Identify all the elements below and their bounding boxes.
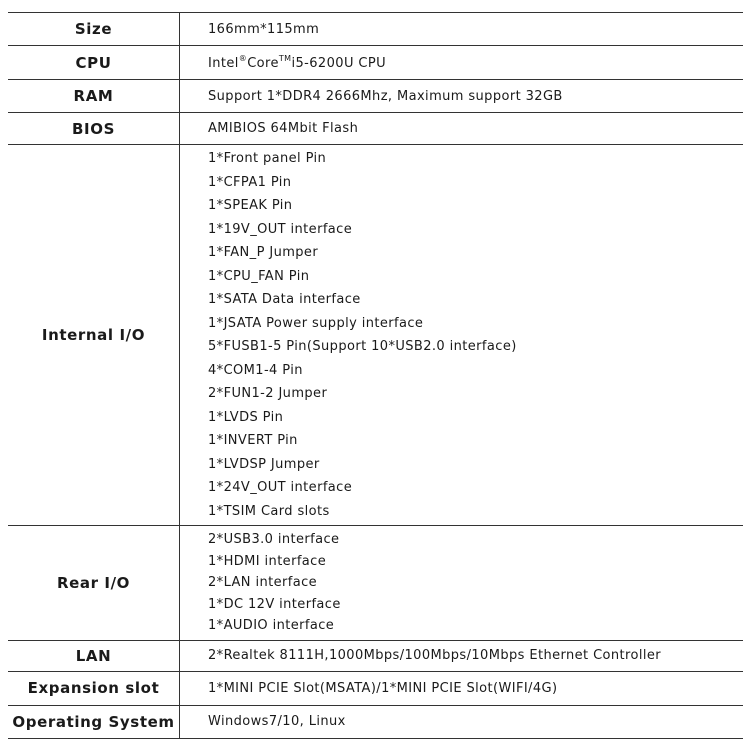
spec-label-lan: LAN: [8, 640, 180, 671]
cpu-core: Core: [247, 56, 279, 71]
internal-io-item: 1*CFPA1 Pin: [208, 174, 292, 190]
rear-io-item: 2*LAN interface: [208, 575, 318, 591]
spec-row-operating-system: [8, 705, 743, 738]
spec-value-ram: Support 1*DDR4 2666Mhz, Maximum support 32GB: [180, 80, 744, 113]
spec-value-lan: 2*Realtek 8111H,1000Mbps/100Mbps/10Mbps Ethernet Controller: [180, 640, 744, 671]
spec-value-size: 166mm*115mm: [180, 13, 744, 46]
internal-io-item: 1*24V_OUT interface: [208, 480, 353, 495]
rear-io-item: 1*DC 12V interface: [208, 596, 341, 612]
rear-io-item: 1*AUDIO interface: [208, 618, 335, 634]
internal-io-item: 1*LVDS Pin: [208, 409, 284, 425]
spec-row-bios: [8, 113, 743, 145]
spec-value-internal-io: [180, 145, 744, 526]
rear-io-item: 1*HDMI interface: [208, 553, 327, 569]
internal-io-item: 1*INVERT Pin: [208, 433, 298, 448]
internal-io-item: 1*CPU_FAN Pin: [208, 268, 310, 284]
spec-label-ram: RAM: [8, 80, 180, 113]
internal-io-item: 2*FUN1-2 Jumper: [208, 386, 328, 401]
rear-io-item: 2*USB3.0 interface: [208, 532, 340, 547]
internal-io-item: 1*19V_OUT interface: [208, 221, 353, 237]
spec-row-lan: [8, 640, 743, 671]
internal-io-item: 1*LVDSP Jumper: [208, 456, 320, 472]
spec-value-bios: AMIBIOS 64Mbit Flash: [180, 113, 744, 145]
spec-label-internal-io: Internal I/O: [8, 145, 180, 526]
trademark-mark: TM: [278, 54, 292, 63]
spec-row-cpu: [8, 46, 743, 80]
registered-mark: ®: [238, 54, 248, 63]
spec-table: [8, 12, 743, 739]
spec-row-expansion-slot: [8, 671, 743, 705]
spec-label-size: Size: [8, 13, 180, 46]
spec-value-rear-io: [180, 526, 744, 641]
internal-io-item: 5*FUSB1-5 Pin(Support 10*USB2.0 interface): [208, 339, 517, 354]
spec-label-operating-system: Operating System: [8, 705, 180, 738]
spec-value-operating-system: Windows7/10, Linux: [180, 705, 744, 738]
spec-row-ram: [8, 80, 743, 113]
internal-io-item: 4*COM1-4 Pin: [208, 362, 303, 378]
spec-label-bios: BIOS: [8, 113, 180, 145]
internal-io-item: 1*SPEAK Pin: [208, 198, 293, 213]
spec-row-size: [8, 13, 743, 46]
spec-label-cpu: CPU: [8, 46, 180, 80]
cpu-brand: Intel: [208, 56, 239, 71]
internal-io-item: 1*SATA Data interface: [208, 292, 361, 307]
internal-io-item: 1*Front panel Pin: [208, 151, 327, 166]
spec-row-internal-io: [8, 145, 743, 526]
spec-row-rear-io: [8, 526, 743, 641]
spec-value-cpu: [180, 46, 744, 80]
cpu-model: i5-6200U CPU: [291, 56, 387, 71]
spec-label-rear-io: Rear I/O: [8, 526, 180, 641]
spec-value-expansion-slot: 1*MINI PCIE Slot(MSATA)/1*MINI PCIE Slot(WIFI/4G): [180, 671, 744, 705]
internal-io-item: 1*TSIM Card slots: [208, 503, 330, 519]
internal-io-item: 1*JSATA Power supply interface: [208, 315, 424, 331]
internal-io-item: 1*FAN_P Jumper: [208, 245, 319, 260]
spec-label-expansion-slot: Expansion slot: [8, 671, 180, 705]
